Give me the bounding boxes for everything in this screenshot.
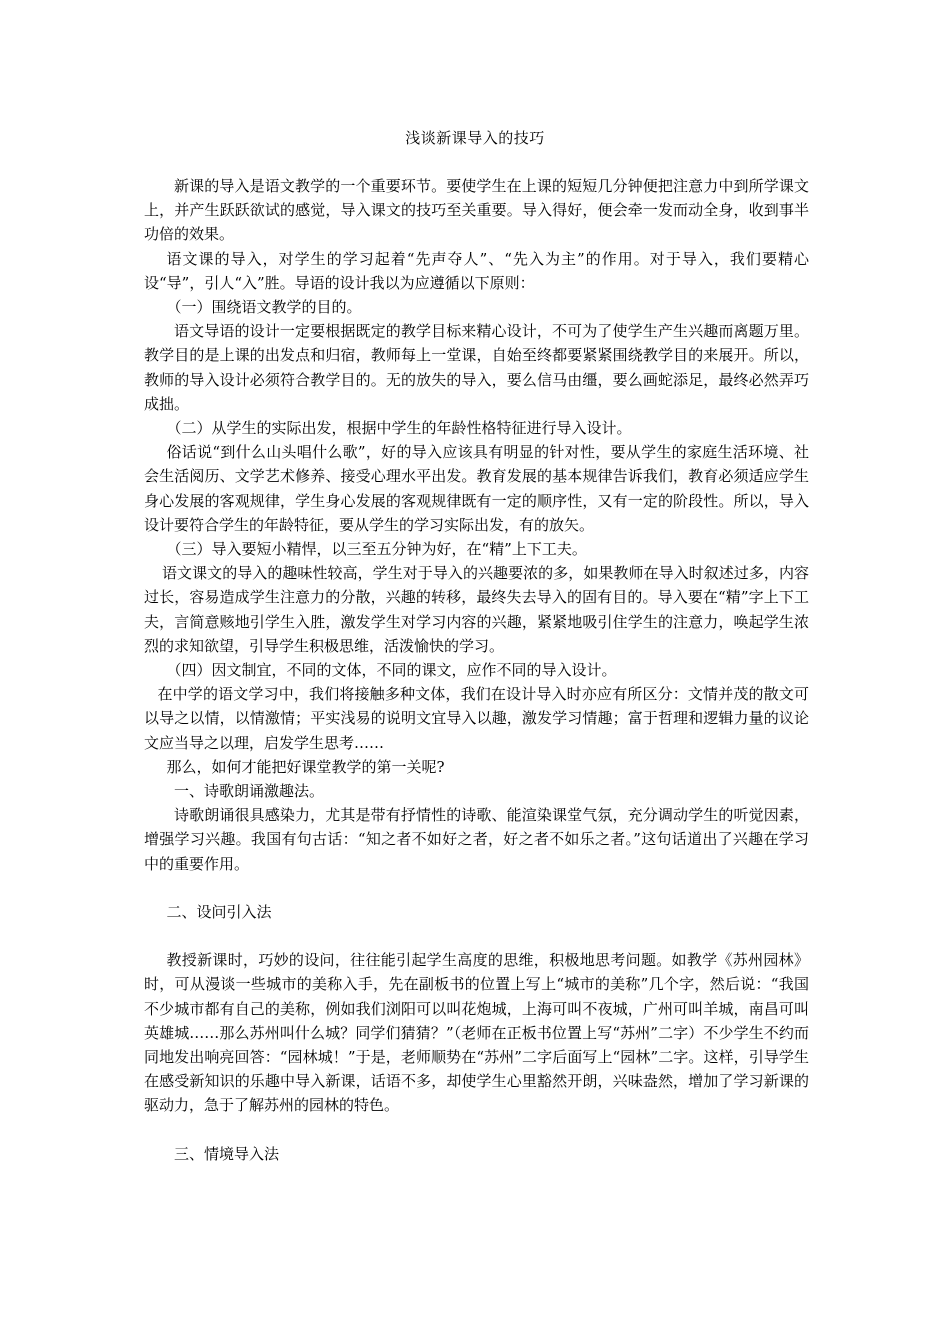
section-heading: （三）导入要短小精悍，以三至五分钟为好，在“精”上下工夫。 xyxy=(166,540,587,559)
paragraph: 新课的导入是语文教学的一个重要环节。要使学生在上课的短短几分钟便把注意力中到所学课文上，并产生跃跃欲试的感觉，导入课文的技巧至关重要。导入得好，便会牵一发而动全身，收到事半功倍的效果。 xyxy=(144,177,809,244)
section-heading: 二、设问引入法 xyxy=(166,902,272,921)
paragraph: 语文课的导入，对学生的学习起着“先声夺人”、“先入为主”的作用。对于导入，我们要精心设“导”，引人“入”胜。导语的设计我以为应遵循以下原则： xyxy=(144,249,809,292)
document-title: 浅谈新课导入的技巧 xyxy=(405,129,545,147)
paragraph: 那么，如何才能把好课堂教学的第一关呢? xyxy=(166,757,445,776)
spacer xyxy=(144,876,809,900)
paragraph: 语文课文的导入的趣味性较高，学生对于导入的兴趣要浓的多，如果教师在导入时叙述过多，内容过长，容易造成学生注意力的分散，兴趣的转移，最终失去导入的固有目的。导入要在“精”字上下工夫，言简意赅地引学生入胜，激发学生对学习内容的兴趣，紧紧地吸引住学生的注意力，唤起学生浓烈的求知欲望，引导学生积极思维，活泼愉快的学习。 xyxy=(144,564,809,655)
section-heading: （四）因文制宜，不同的文体，不同的课文，应作不同的导入设计。 xyxy=(166,661,617,680)
section-heading: （一）围绕语文教学的目的。 xyxy=(166,298,362,317)
document-body xyxy=(144,174,809,1166)
paragraph: 在中学的语文学习中，我们将接触多种文体，我们在设计导入时亦应有所区分：文情并茂的散文可以导之以情，以情激情；平实浅易的说明文宜导入以趣，激发学习情趣；富于哲理和逻辑力量的议论文应当导之以理，启发学生思考…… xyxy=(144,685,809,752)
paragraph: 语文导语的设计一定要根据既定的教学目标来精心设计，不可为了使学生产生兴趣而离题万里。教学目的是上课的出发点和归宿，教师每上一堂课，自始至终都要紧紧围绕教学目的来展开。所以，教师的导入设计必须符合教学目的。无的放失的导入，要么信马由缰，要么画蛇添足，最终必然弄巧成拙。 xyxy=(144,322,809,413)
spacer xyxy=(144,1118,809,1142)
section-heading: 一、诗歌朗诵激趣法。 xyxy=(174,782,325,801)
paragraph: 教授新课时，巧妙的设问，往往能引起学生高度的思维，积极地思考问题。如教学《苏州园林》时，可从漫谈一些城市的美称入手，先在副板书的位置上写上“城市的美称”几个字，然后说：“我国不少城市都有自己的美称，例如我们浏阳可以叫花炮城，上海可叫不夜城，广州可叫羊城，南昌可叫英雄城……那么苏州叫什么城？同学们猜猜？”（老师在正板书位置上写“苏州”二字）不少学生不约而同地发出响亮回答：“园林城！”于是，老师顺势在“苏州”二字后面写上“园林”二字。这样，引导学生在感受新知识的乐趣中导入新课，话语不多，却使学生心里豁然开朗，兴味盎然，增加了学习新课的驱动力，急于了解苏州的园林的特色。 xyxy=(144,951,809,1115)
section-heading: 三、情境导入法 xyxy=(174,1144,280,1163)
spacer xyxy=(144,924,809,948)
paragraph: 俗话说“到什么山头唱什么歌”，好的导入应该具有明显的针对性，要从学生的家庭生活环境、社会生活阅历、文学艺术修养、接受心理水平出发。教育发展的基本规律告诉我们，教育必须适应学生身心发展的客观规律，学生身心发展的客观规律既有一定的顺序性，又有一定的阶段性。所以，导入设计要符合学生的年龄特征，要从学生的学习实际出发，有的放矢。 xyxy=(144,443,809,534)
paragraph: 诗歌朗诵很具感染力，尤其是带有抒情性的诗歌、能渲染课堂气氛，充分调动学生的听觉因素，增强学习兴趣。我国有句古话：“知之者不如好之者，好之者不如乐之者。”这句话道出了兴趣在学习中的重要作用。 xyxy=(144,806,809,873)
section-heading: （二）从学生的实际出发，根据中学生的年龄性格特征进行导入设计。 xyxy=(166,419,632,438)
